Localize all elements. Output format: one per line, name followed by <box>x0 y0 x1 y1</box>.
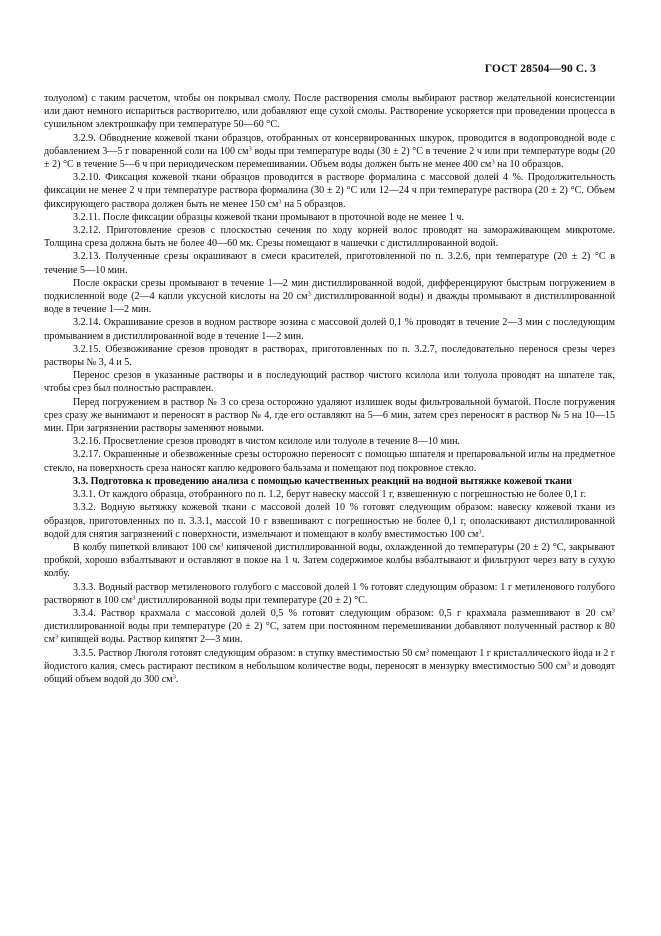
paragraph: 3.2.9. Обводнение кожевой ткани образцов, отобранных от консервированных шкурок, проводится в водопроводной воде с добавлением 3—5 г поваренной соли на 100 $см^3$ воды при температуре воды (30 ± 2) °С в течение 2 ч или при температуре воды (20 ± 2) °С в течение 5—6 ч при периодическом перемешивании. Объем воды должен быть не менее 400 $см^3$ на 10 образцов. <box>44 132 615 171</box>
paragraph: В колбу пипеткой вливают 100 $см^3$ кипяченой дистиллированной воды, охлажденной до температуры (20 ± 2) °С, закрывают пробкой, хорошо взбалтывают и оставляют в покое на 1 ч. Затем содержимое колбы взбалтывают и фильтруют через вату в сухую колбу. <box>44 541 615 580</box>
paragraph: 3.2.11. После фиксации образцы кожевой ткани промывают в проточной воде не менее 1 ч. <box>73 211 464 223</box>
superscript: 3 <box>248 145 252 153</box>
section-heading: 3.3. Подготовка к проведению анализа с помощью качественных реакций на водной вытяжке кожевой ткани <box>73 475 572 487</box>
superscript: 3 <box>566 660 570 668</box>
paragraph: толуолом) с таким расчетом, чтобы он покрывал смолу. После растворения смолы выбирают раствор желательной консистенции или дают немного испариться растворителю, или добавляют еще сухой смолы. Растворение ускоряется при проведении процесса в сушильном электрошкафу при температуре 50—60 °С. <box>44 93 615 131</box>
paragraph: Перенос срезов в указанные растворы и в последующий раствор чистого ксилола или толуола проводят на шпателе так, чтобы срез был полностью расправлен. <box>44 370 615 395</box>
paragraph: 3.3.2. Водную вытяжку кожевой ткани с массовой долей 10 % готовят следующим образом: навеску кожевой ткани из образцов, приготовленных по п. 3.3.1, массой 10 г взвешивают с погрешностью не более 0,1 г, ополаскивают дистиллированной водой для снятия загрязнений с поверхности, измельчают и помещают в колбу вместимостью 100 $см^3$. <box>44 502 615 540</box>
superscript: 3 <box>307 290 311 298</box>
paragraph: 3.3.3. Водный раствор метиленового голубого с массовой долей 1 % готовят следующим образом: 1 г метиленового голубого растворяют в 100 $см^3$ дистиллированной воды при температуре (20 ± 2) °С. <box>44 581 615 606</box>
paragraph: 3.3.4. Раствор крахмала с массовой долей 0,5 % готовят следующим образом: 0,5 г крахмала размешивают в 20 $см^3$ дистиллированной воды при температуре (20 ± 2) °С, затем при постоянном перемешивании добавляют полученный раствор к 80 $см^3$ кипящей воды. Раствор кипятят 2—3 мин. <box>44 607 615 646</box>
paragraph: 3.2.10. Фиксация кожевой ткани образцов проводится в растворе формалина с массовой долей 4 %. Продолжительность фиксации не менее 2 ч при температуре раствора формалина (30 ± 2) °С или 12—24 ч при температуре раствора (20 ± 2) °С. Объем фиксирующего раствора должен быть не менее 150 $см^3$ на 5 образцов. <box>44 172 615 210</box>
paragraph: 3.3.1. От каждого образца, отобранного по п. 1.2, берут навеску массой 1 г, взвешенную с погрешностью не более 0,1 г. <box>73 489 586 501</box>
superscript: 3 <box>425 647 429 655</box>
superscript: 3 <box>132 594 136 602</box>
paragraph: После окраски срезы промывают в течение 1—2 мин дистиллированной водой, дифференцируют быстрым погружением в подкисленной воде (2—4 капли уксусной кислоты на 20 $см^3$ дистиллированной воды) и дважды промывают в дистиллированной воде в течение 1—2 мин. <box>44 277 615 316</box>
paragraph: 3.2.15. Обезвоживание срезов проводят в растворах, приготовленных по п. 3.2.7, последовательно перенося срезы через растворы № 3, 4 и 5. <box>44 343 615 369</box>
paragraph: 3.2.14. Окрашивание срезов в водном растворе эозина с массовой долей 0,1 % проводят в течение 2—3 мин с последующим промыванием в дистиллированной воде в течение 1—2 мин. <box>44 317 615 342</box>
superscript: 3 <box>220 541 224 549</box>
paragraph: Перед погружением в раствор № 3 со среза осторожно удаляют излишек воды фильтровальной бумагой. После погружения срез сразу же вынимают и переносят в раствор № 4, где его оставляют на 5—6 мин, затем срез переносят в раствор № 5 на 10—15 мин. При загрязнении растворы заменяют новыми. <box>44 396 615 435</box>
paragraph: 3.2.12. Приготовление срезов с плоскостью сечения по ходу корней волос проводят на замораживающем микротоме. Толщина среза должна быть не более 40—60 мк. Срезы помещают в чашечки с дистиллированной водой. <box>44 225 615 250</box>
superscript: 3 <box>611 607 615 615</box>
superscript: 3 <box>478 528 482 536</box>
document-body <box>44 92 615 686</box>
page-header: ГОСТ 28504—90 С. 3 <box>484 63 596 75</box>
superscript: 3 <box>172 673 176 681</box>
superscript: 3 <box>54 633 59 641</box>
paragraph: 3.3.5. Раствор Люголя готовят следующим образом: в ступку вместимостью 50 $см^3$ помещают 1 г кристаллического йода и 2 г йодистого калия, смесь растирают пестиком в небольшом количестве воды, переносят в мензурку вместимостью 500 $см^3$ и доводят общий объем водой до 300 $см^3$. <box>44 647 615 685</box>
superscript: 3 <box>491 158 495 166</box>
paragraph: 3.2.17. Окрашенные и обезвоженные срезы осторожно переносят с помощью шпателя и препаровальной иглы на предметное стекло, на поверхность среза наносят каплю кедрового бальзама и помещают под покровное стекло. <box>44 449 615 474</box>
paragraph: 3.2.13. Полученные срезы окрашивают в смеси красителей, приготовленной по п. 3.2.6, при температуре (20 ± 2) °С в течение 5—10 мин. <box>44 251 615 276</box>
paragraph: 3.2.16. Просветление срезов проводят в чистом ксилоле или толуоле в течение 8—10 мин. <box>73 436 461 448</box>
superscript: 3 <box>278 198 282 206</box>
